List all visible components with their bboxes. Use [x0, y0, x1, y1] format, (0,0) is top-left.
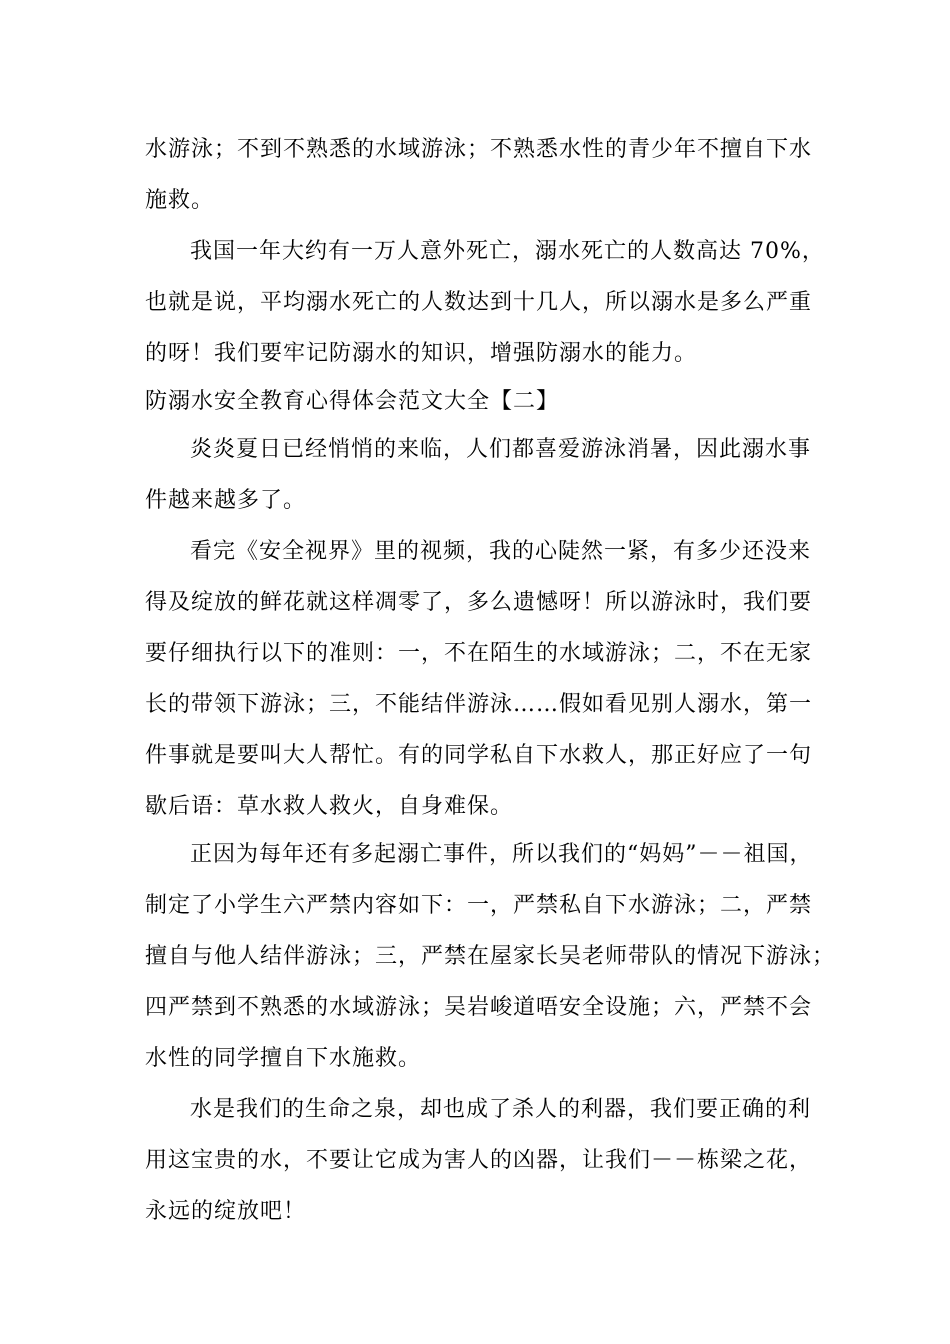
text-line: 的呀！我们要牢记防溺水的知识，增强防溺水的能力。: [145, 341, 698, 366]
text-line: 施救。: [145, 188, 215, 213]
text-line: 制定了小学生六严禁内容如下：一，严禁私自下水游泳；二，严禁: [145, 893, 813, 918]
text-line: 得及绽放的鲜花就这样凋零了，多么遗憾呀！所以游泳时，我们要: [145, 590, 813, 615]
paragraph-start-line: 正因为每年还有多起溺亡事件，所以我们的“妈妈”－－祖国，: [190, 842, 813, 867]
text-line: 四严禁到不熟悉的水域游泳；吴岩峻道唔安全设施；六，严禁不会: [145, 995, 813, 1020]
text-line: 永远的绽放吧！: [145, 1199, 307, 1224]
text-line: 水性的同学擅自下水施救。: [145, 1046, 422, 1071]
paragraph-start-line: 我国一年大约有一万人意外死亡，溺水死亡的人数高达 70%，: [190, 239, 825, 264]
text-line: 擅自与他人结伴游泳；三，严禁在屋家长吴老师带队的情况下游泳；: [145, 944, 836, 969]
text-line: 歇后语：草水救人救火，自身难保。: [145, 794, 514, 819]
text-line: 也就是说，平均溺水死亡的人数达到十几人，所以溺水是多么严重: [145, 290, 813, 315]
text-line: 要仔细执行以下的准则：一，不在陌生的水域游泳；二，不在无家: [145, 641, 813, 666]
paragraph-start-line: 炎炎夏日已经悄悄的来临，人们都喜爱游泳消暑，因此溺水事: [190, 437, 812, 462]
paragraph-start-line: 水是我们的生命之泉，却也成了杀人的利器，我们要正确的利: [190, 1097, 812, 1122]
text-line: 件越来越多了。: [145, 488, 307, 513]
paragraph-start-line: 看完《安全视界》里的视频，我的心陡然一紧，有多少还没来: [190, 539, 812, 564]
text-line: 用这宝贵的水，不要让它成为害人的凶器，让我们－－栋梁之花，: [145, 1148, 813, 1173]
text-line: 水游泳；不到不熟悉的水域游泳；不熟悉水性的青少年不擅自下水: [145, 137, 813, 162]
text-line: 件事就是要叫大人帮忙。有的同学私自下水救人，那正好应了一句: [145, 743, 813, 768]
section-heading: 防溺水安全教育心得体会范文大全【二】: [145, 389, 560, 414]
text-line: 长的带领下游泳；三，不能结伴游泳……假如看见别人溺水，第一: [145, 692, 813, 717]
